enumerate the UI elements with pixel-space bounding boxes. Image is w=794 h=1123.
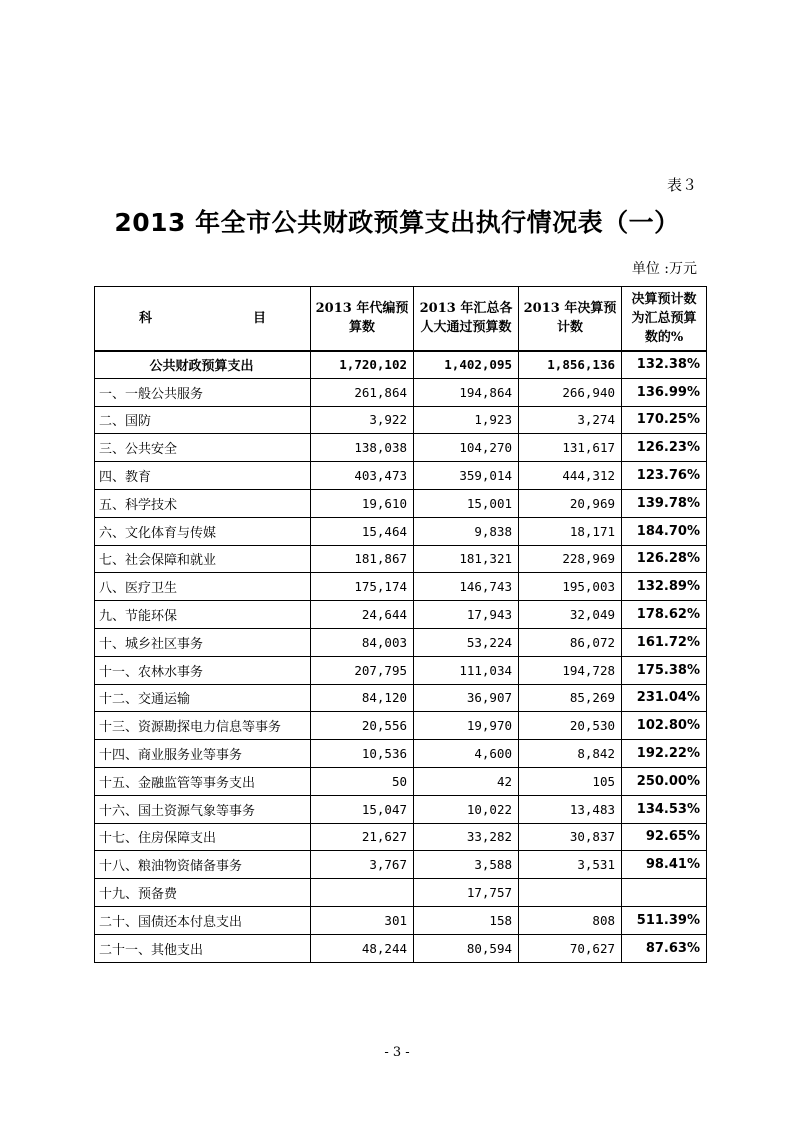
row-approved: 42 xyxy=(414,767,519,795)
row-final: 131,617 xyxy=(519,434,622,462)
total-row xyxy=(95,351,707,379)
row-budget: 138,038 xyxy=(311,434,414,462)
row-approved: 111,034 xyxy=(414,656,519,684)
row-name: 二十、国债还本付息支出 xyxy=(95,906,311,934)
table-row xyxy=(95,906,707,934)
row-final: 13,483 xyxy=(519,795,622,823)
table-row xyxy=(95,601,707,629)
table-row xyxy=(95,851,707,879)
page-title: 2013 年全市公共财政预算支出执行情况表（一） xyxy=(114,208,680,237)
row-name: 七、社会保障和就业 xyxy=(95,545,311,573)
row-percent: 170.25% xyxy=(622,406,707,434)
row-final xyxy=(519,879,622,907)
row-final: 30,837 xyxy=(519,823,622,851)
header-approved: 2013 年汇总各人大通过预算数 xyxy=(414,287,519,351)
row-percent: 192.22% xyxy=(622,740,707,768)
table-row xyxy=(95,795,707,823)
row-approved: 3,588 xyxy=(414,851,519,879)
row-final: 20,969 xyxy=(519,489,622,517)
row-name: 十七、住房保障支出 xyxy=(95,823,311,851)
row-name: 二、国防 xyxy=(95,406,311,434)
row-budget: 50 xyxy=(311,767,414,795)
row-final: 808 xyxy=(519,906,622,934)
row-budget: 403,473 xyxy=(311,462,414,490)
row-final: 3,531 xyxy=(519,851,622,879)
budget-table xyxy=(94,286,707,963)
row-budget: 175,174 xyxy=(311,573,414,601)
row-final: 444,312 xyxy=(519,462,622,490)
row-final: 86,072 xyxy=(519,628,622,656)
row-percent: 132.89% xyxy=(622,573,707,601)
row-approved: 17,943 xyxy=(414,601,519,629)
row-budget: 24,644 xyxy=(311,601,414,629)
row-final: 194,728 xyxy=(519,656,622,684)
row-final: 3,274 xyxy=(519,406,622,434)
row-budget: 15,047 xyxy=(311,795,414,823)
row-name: 十二、交通运输 xyxy=(95,684,311,712)
row-final: 85,269 xyxy=(519,684,622,712)
row-approved: 181,321 xyxy=(414,545,519,573)
table-row xyxy=(95,767,707,795)
table-row xyxy=(95,573,707,601)
row-name: 十三、资源勘探电力信息等事务 xyxy=(95,712,311,740)
row-final: 70,627 xyxy=(519,934,622,962)
row-budget: 21,627 xyxy=(311,823,414,851)
row-name: 十四、商业服务业等事务 xyxy=(95,740,311,768)
row-percent: 511.39% xyxy=(622,906,707,934)
row-approved: 33,282 xyxy=(414,823,519,851)
row-percent: 184.70% xyxy=(622,517,707,545)
table-row xyxy=(95,406,707,434)
row-approved: 1,402,095 xyxy=(414,351,519,379)
row-name: 二十一、其他支出 xyxy=(95,934,311,962)
row-approved: 194,864 xyxy=(414,378,519,406)
row-budget: 10,536 xyxy=(311,740,414,768)
table-row xyxy=(95,656,707,684)
row-percent: 87.63% xyxy=(622,934,707,962)
row-approved: 104,270 xyxy=(414,434,519,462)
row-approved: 80,594 xyxy=(414,934,519,962)
table-label: 表３ xyxy=(666,176,697,194)
row-percent: 178.62% xyxy=(622,601,707,629)
row-percent: 126.23% xyxy=(622,434,707,462)
row-budget: 181,867 xyxy=(311,545,414,573)
row-percent: 123.76% xyxy=(622,462,707,490)
row-budget: 1,720,102 xyxy=(311,351,414,379)
row-name: 十五、金融监管等事务支出 xyxy=(95,767,311,795)
row-final: 266,940 xyxy=(519,378,622,406)
row-final: 195,003 xyxy=(519,573,622,601)
row-approved: 1,923 xyxy=(414,406,519,434)
table-row xyxy=(95,879,707,907)
table-row xyxy=(95,378,707,406)
header-subject-a: 科 xyxy=(139,310,153,326)
table-row xyxy=(95,517,707,545)
row-name: 十、城乡社区事务 xyxy=(95,628,311,656)
row-name: 八、医疗卫生 xyxy=(95,573,311,601)
row-approved: 359,014 xyxy=(414,462,519,490)
row-name: 十九、预备费 xyxy=(95,879,311,907)
row-name: 十一、农林水事务 xyxy=(95,656,311,684)
row-name: 十八、粮油物资储备事务 xyxy=(95,851,311,879)
row-approved: 9,838 xyxy=(414,517,519,545)
row-percent: 139.78% xyxy=(622,489,707,517)
table-row xyxy=(95,628,707,656)
row-budget: 84,003 xyxy=(311,628,414,656)
table-row xyxy=(95,684,707,712)
row-budget: 20,556 xyxy=(311,712,414,740)
table-row xyxy=(95,545,707,573)
table-row xyxy=(95,434,707,462)
row-budget: 84,120 xyxy=(311,684,414,712)
row-name: 十六、国土资源气象等事务 xyxy=(95,795,311,823)
row-final: 32,049 xyxy=(519,601,622,629)
table-row xyxy=(95,823,707,851)
row-approved: 19,970 xyxy=(414,712,519,740)
row-percent xyxy=(622,879,707,907)
row-percent: 132.38% xyxy=(622,351,707,379)
row-budget: 15,464 xyxy=(311,517,414,545)
row-approved: 36,907 xyxy=(414,684,519,712)
row-approved: 4,600 xyxy=(414,740,519,768)
page-number: - 3 - xyxy=(384,1045,410,1060)
row-budget: 19,610 xyxy=(311,489,414,517)
row-percent: 102.80% xyxy=(622,712,707,740)
row-budget: 301 xyxy=(311,906,414,934)
row-percent: 134.53% xyxy=(622,795,707,823)
row-percent: 231.04% xyxy=(622,684,707,712)
row-percent: 250.00% xyxy=(622,767,707,795)
row-name: 四、教育 xyxy=(95,462,311,490)
row-budget: 3,922 xyxy=(311,406,414,434)
row-final: 8,842 xyxy=(519,740,622,768)
row-approved: 53,224 xyxy=(414,628,519,656)
row-approved: 158 xyxy=(414,906,519,934)
row-percent: 161.72% xyxy=(622,628,707,656)
unit-label: 单位 :万元 xyxy=(631,261,697,277)
row-percent: 126.28% xyxy=(622,545,707,573)
row-name: 公共财政预算支出 xyxy=(95,351,311,379)
header-subject-b: 目 xyxy=(252,310,266,326)
header-percent: 决算预计数为汇总预算数的% xyxy=(622,287,707,351)
row-final: 105 xyxy=(519,767,622,795)
row-budget: 207,795 xyxy=(311,656,414,684)
row-budget: 3,767 xyxy=(311,851,414,879)
row-percent: 98.41% xyxy=(622,851,707,879)
table-row xyxy=(95,712,707,740)
header-budget: 2013 年代编预算数 xyxy=(311,287,414,351)
row-final: 228,969 xyxy=(519,545,622,573)
table-row xyxy=(95,740,707,768)
row-approved: 17,757 xyxy=(414,879,519,907)
row-name: 三、公共安全 xyxy=(95,434,311,462)
row-percent: 92.65% xyxy=(622,823,707,851)
row-budget: 261,864 xyxy=(311,378,414,406)
row-final: 18,171 xyxy=(519,517,622,545)
row-budget: 48,244 xyxy=(311,934,414,962)
row-name: 一、一般公共服务 xyxy=(95,378,311,406)
row-name: 九、节能环保 xyxy=(95,601,311,629)
header-final: 2013 年决算预计数 xyxy=(519,287,622,351)
row-approved: 146,743 xyxy=(414,573,519,601)
row-name: 六、文化体育与传媒 xyxy=(95,517,311,545)
row-percent: 136.99% xyxy=(622,378,707,406)
row-percent: 175.38% xyxy=(622,656,707,684)
table-row xyxy=(95,462,707,490)
row-final: 1,856,136 xyxy=(519,351,622,379)
header-row xyxy=(95,287,707,351)
row-final: 20,530 xyxy=(519,712,622,740)
row-approved: 15,001 xyxy=(414,489,519,517)
header-subject xyxy=(95,287,311,351)
table-row xyxy=(95,934,707,962)
table-row xyxy=(95,489,707,517)
row-approved: 10,022 xyxy=(414,795,519,823)
row-budget xyxy=(311,879,414,907)
row-name: 五、科学技术 xyxy=(95,489,311,517)
